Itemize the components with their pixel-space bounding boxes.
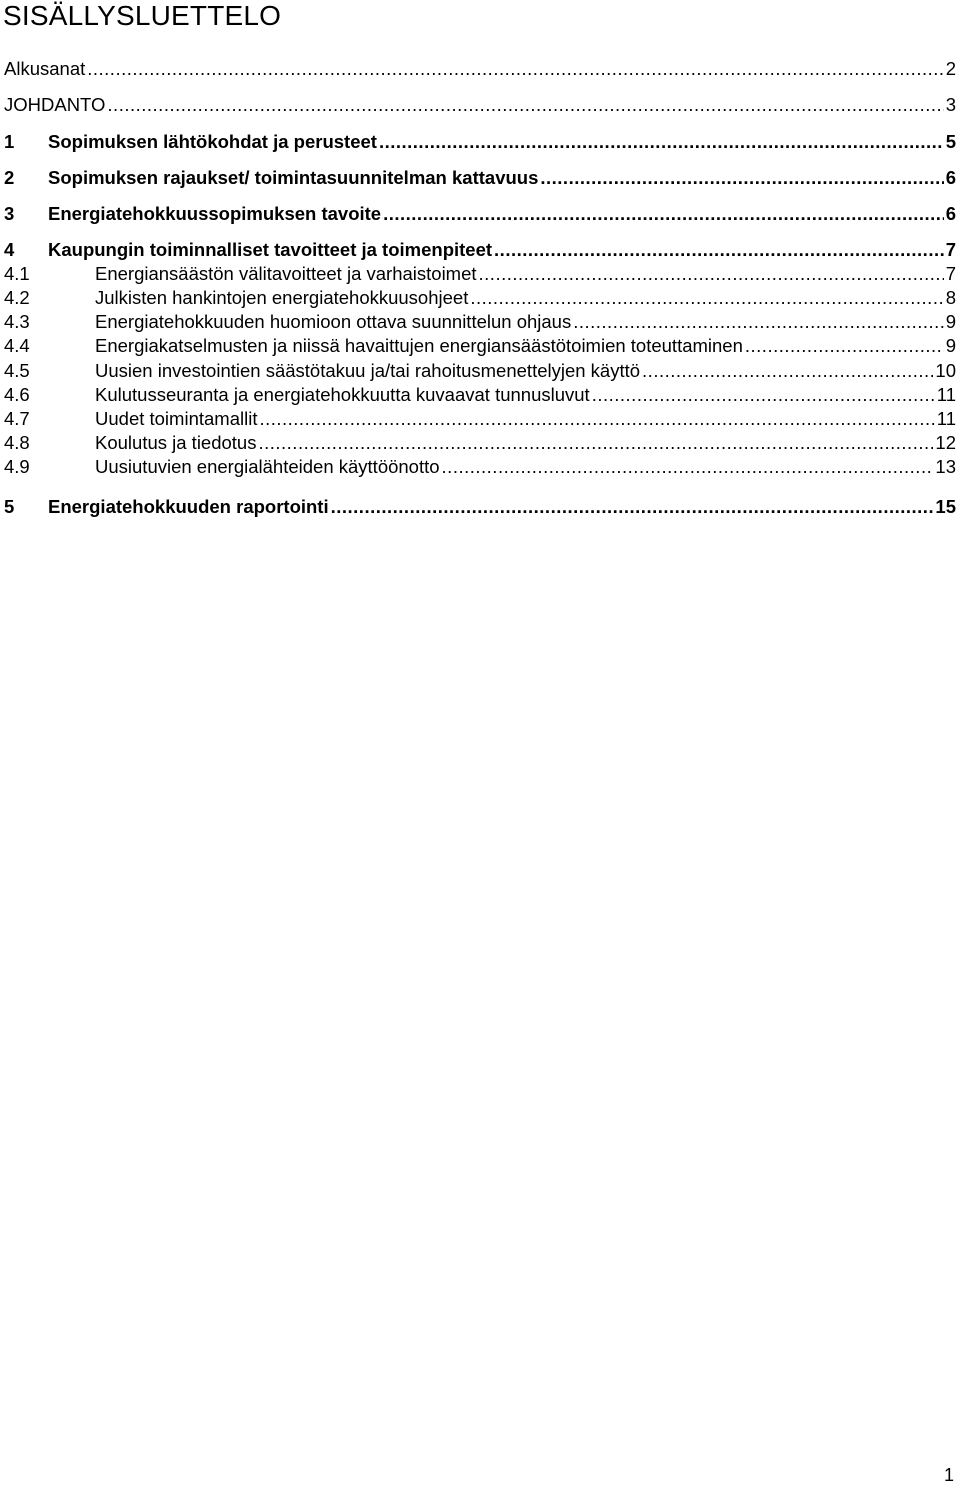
toc-entry[interactable] [4,55,956,81]
toc-entry-title: Energiakatselmusten ja niissä havaittujen energiansäästötoimien toteuttaminen [95,335,743,356]
toc-entry[interactable] [4,493,956,519]
toc-leader [258,431,933,455]
toc-entry-page: 9 [945,311,956,332]
toc-entry-number: 1 [4,131,15,152]
toc-entry-page: 8 [945,287,956,308]
toc-leader [107,93,943,117]
toc-leader [331,495,934,519]
page-title: SISÄLLYSLUETTELO [3,0,282,31]
toc-entry-number: 3 [4,203,15,224]
toc-entry-title: Kaupungin toiminnalliset tavoitteet ja toimenpiteet [48,239,493,260]
toc-entry-number: 2 [4,167,15,188]
toc-entry-page: 12 [935,432,956,453]
toc-entry[interactable] [4,91,956,117]
toc-entry-title: JOHDANTO [4,94,106,115]
toc-entry-number: 4.5 [4,360,30,381]
toc-leader [479,262,944,286]
toc-entry-title: Sopimuksen lähtökohdat ja perusteet [48,131,377,152]
toc-entry-number: 4.4 [4,335,30,356]
toc-entry-title: Sopimuksen rajaukset/ toimintasuunnitelman kattavuus [48,167,539,188]
toc-entry-number: 4 [4,239,15,260]
toc-leader [573,310,943,334]
toc-entry-number: 4.2 [4,287,30,308]
toc-entry[interactable] [4,284,956,310]
toc-entry-number: 4.6 [4,384,30,405]
toc-entry-page: 3 [945,94,956,115]
toc-entry-title: Koulutus ja tiedotus [95,432,257,453]
toc-entry-page: 7 [945,263,956,284]
toc-entry[interactable] [4,128,956,154]
toc-entry-title: Uusiutuvien energialähteiden käyttöönotto [95,456,440,477]
toc-entry-title: Kulutusseuranta ja energiatehokkuutta kuvaavat tunnusluvut [95,384,590,405]
toc-leader [379,130,944,154]
toc-entry-number: 4.3 [4,311,30,332]
toc-entry-page: 7 [945,239,956,260]
toc-entry-number: 4.7 [4,408,30,429]
toc-entry-page: 11 [936,408,956,429]
toc-entry[interactable] [4,308,956,334]
toc-entry-page: 6 [945,167,956,188]
toc-leader [540,166,943,190]
toc-entry[interactable] [4,357,956,383]
toc-entry[interactable] [4,164,956,190]
toc-leader [259,407,934,431]
toc-entry[interactable] [4,200,956,226]
toc-entry[interactable] [4,260,956,286]
toc-entry-page: 13 [935,456,956,477]
toc-entry[interactable] [4,405,956,431]
toc-entry[interactable] [4,381,956,407]
toc-entry-number: 4.1 [4,263,30,284]
toc-entry-page: 9 [945,335,956,356]
toc-entry[interactable] [4,429,956,455]
toc-entry-page: 11 [936,384,956,405]
toc-entry-page: 6 [945,203,956,224]
toc-leader [592,383,935,407]
toc-entry-title: Alkusanat [4,58,86,79]
toc-entry-page: 5 [945,131,956,152]
toc-entry-number: 4.8 [4,432,30,453]
toc-entry-number: 4.9 [4,456,30,477]
toc-leader [745,334,944,358]
toc-entry-title: Energiatehokkuuden huomioon ottava suunnittelun ohjaus [95,311,572,332]
toc-leader [442,455,934,479]
toc-leader [642,359,933,383]
toc-entry[interactable] [4,453,956,479]
toc-leader [383,202,944,226]
toc-leader [87,57,943,81]
toc-leader [494,238,944,262]
toc-leader [470,286,943,310]
toc-entry-title: Uudet toimintamallit [95,408,258,429]
toc-entry-page: 10 [935,360,956,381]
toc-entry-page: 15 [935,496,956,517]
toc-entry-number: 5 [4,496,15,517]
toc-entry-title: Energiansäästön välitavoitteet ja varhaistoimet [95,263,477,284]
toc-entry[interactable] [4,236,956,262]
toc-entry[interactable] [4,332,956,358]
toc-entry-title: Energiatehokkuuden raportointi [48,496,329,517]
toc-entry-page: 2 [945,58,956,79]
toc-entry-title: Energiatehokkuussopimuksen tavoite [48,203,382,224]
toc-entry-title: Uusien investointien säästötakuu ja/tai rahoitusmenettelyjen käyttö [95,360,641,381]
toc-entry-title: Julkisten hankintojen energiatehokkuusohjeet [95,287,469,308]
page-number: 1 [943,1465,954,1485]
